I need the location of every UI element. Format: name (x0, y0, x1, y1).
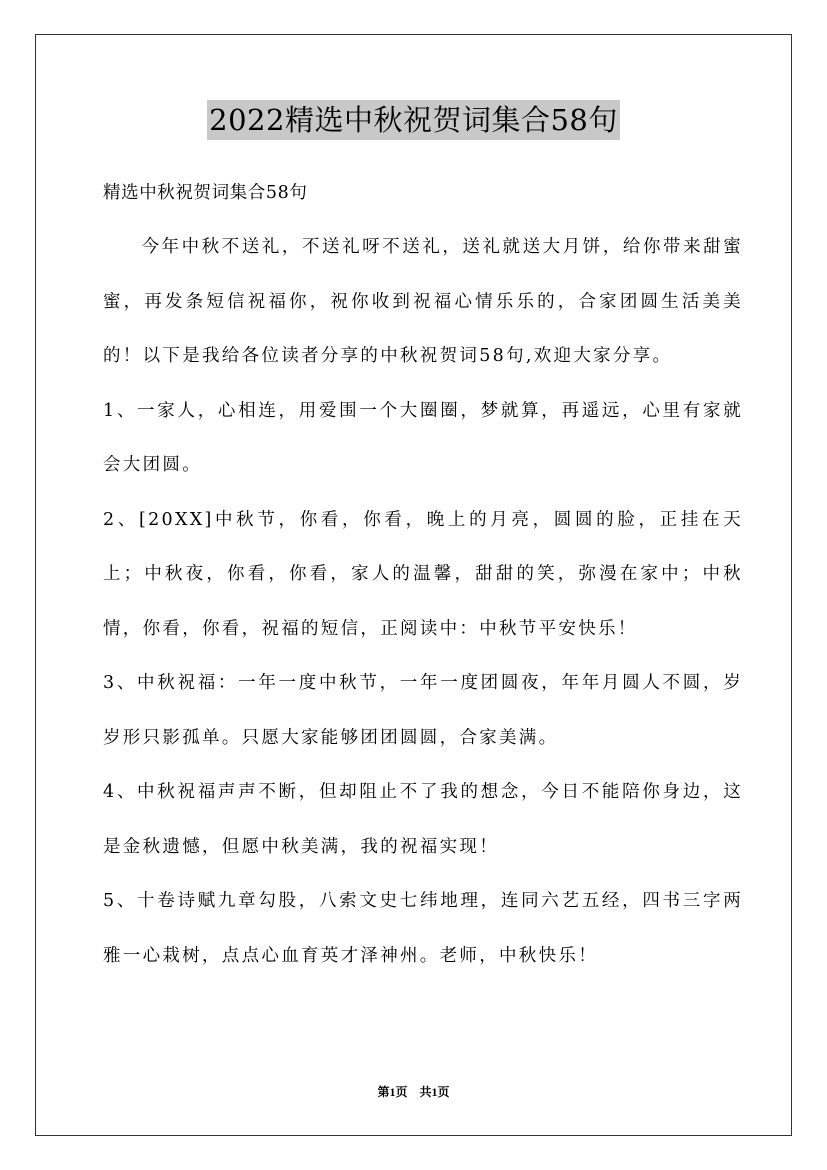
list-item: 5、十卷诗赋九章勾股，八索文史七纬地理，连同六艺五经，四书三字两雅一心栽树，点点心血育英才泽神州。老师，中秋快乐！ (103, 891, 743, 966)
page-footer: 第1页 共1页 (377, 1085, 450, 1099)
title-container (0, 100, 827, 140)
document-title: 2022精选中秋祝贺词集合58句 (207, 100, 620, 140)
intro-paragraph: 今年中秋不送礼，不送礼呀不送礼，送礼就送大月饼，给你带来甜蜜蜜，再发条短信祝福你，祝你收到祝福心情乐乐的，合家团圆生活美美的！以下是我给各位读者分享的中秋祝贺词58句,欢迎大家分享。 (103, 237, 743, 366)
document-body (103, 170, 743, 983)
list-item: 4、中秋祝福声声不断，但却阻止不了我的想念，今日不能陪你身边，这是金秋遗憾，但愿中秋美满，我的祝福实现！ (103, 782, 743, 857)
list-item: 2、[20XX]中秋节，你看，你看，晚上的月亮，圆圆的脸，正挂在天上；中秋夜，你看，你看，家人的温馨，甜甜的笑，弥漫在家中；中秋情，你看，你看，祝福的短信，正阅读中：中秋节平安快乐！ (103, 509, 743, 639)
list-item: 3、中秋祝福：一年一度中秋节，一年一度团圆夜，年年月圆人不圆，岁岁形只影孤单。只愿大家能够团团圆圆，合家美满。 (103, 673, 743, 748)
document-subtitle: 精选中秋祝贺词集合58句 (103, 183, 308, 203)
list-item: 1、一家人，心相连，用爱围一个大圈圈，梦就算，再遥远，心里有家就会大团圆。 (103, 400, 743, 475)
